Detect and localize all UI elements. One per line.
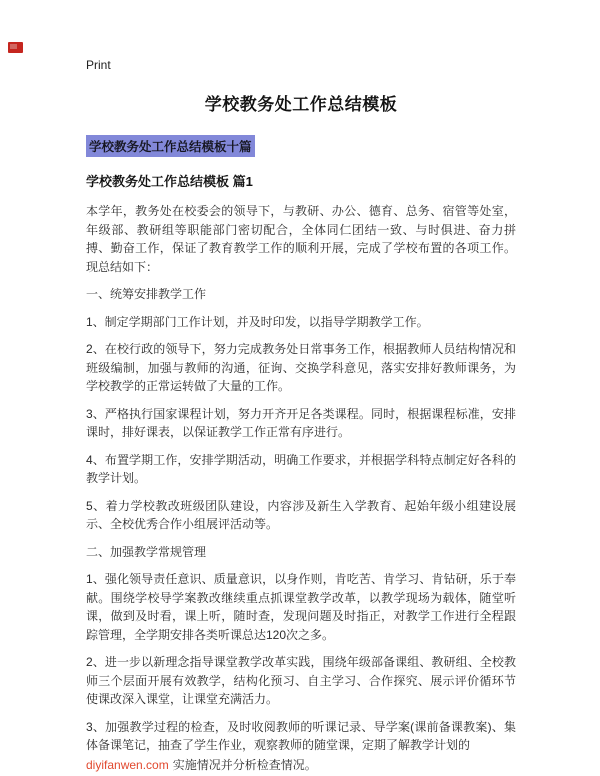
paragraph-heading: 二、加强教学常规管理 (86, 544, 207, 559)
paragraph: 3、严格执行国家课程计划，努力开齐开足各类课程。同时，根据课程标准，安排课时，排好课表，以保证教学工作正常有序进行。 (86, 406, 516, 439)
paragraph: 1、制定学期部门工作计划，并及时印发，以指导学期教学工作。 (86, 314, 429, 329)
paragraph: 4、布置学期工作，安排学期活动，明确工作要求，并根据学科特点制定好各科的教学计划。 (86, 452, 516, 485)
paragraph: 本学年，教务处在校委会的领导下，与教研、办公、德育、总务、宿管等处室，年级部、教研组等职能部门密切配合，全体同仁团结一致、与时俱进、奋力拼搏、勤奋工作，保证了教育教学工作的顺利开展，完成了学校布置的各项工作。现总结如下： (86, 204, 516, 274)
page-title: 学校教务处工作总结模板 (204, 95, 398, 114)
highlighted-subtitle: 学校教务处工作总结模板十篇 (86, 135, 255, 157)
paragraph: 2、进一步以新理念指导课堂教学改革实践，围绕年级部备课组、教研组、全校教师三个层面开展有效教学，结构化预习、自主学习、合作探究、展示评价循环节使课改深入课堂，让课堂充满活力。 (86, 655, 516, 706)
last-line (86, 756, 516, 775)
watermark-link[interactable]: diyifanwen.com (86, 757, 169, 772)
paragraph: 5、着力学校教改班级团队建设，内容涉及新生入学教育、起始年级小组建设展示、全校优秀合作小组展评活动等。 (86, 498, 516, 531)
paragraph: 2、在校行政的领导下，努力完成教务处日常事务工作，根据教师人员结构情况和班级编制，加强与教师的沟通，征询、交换学科意见，落实安排好教师课务，为学校教学的正常运转做了大量的工作。 (86, 342, 516, 393)
paragraph: 1、强化领导责任意识、质量意识，以身作则，肯吃苦、肯学习、肯钻研，乐于奉献。围绕学校导学案教改继续重点抓课堂教学改革，以教学现场为载体，随堂听课，做到及时看，课上听，随时查，发现问题及时指正，对教学工作进行全程跟踪管理，全学期安排各类听课总达120次之多。 (86, 572, 516, 642)
paragraph-heading: 一、统筹安排教学工作 (86, 287, 207, 301)
section-heading: 学校教务处工作总结模板 篇1 (86, 174, 253, 189)
document-content (86, 58, 516, 774)
print-button[interactable]: Print (86, 58, 111, 72)
last-line-text: 实施情况并分析检查情况。 (172, 757, 317, 772)
logo-icon (8, 42, 23, 53)
paragraph: 3、加强教学过程的检查，及时收阅教师的听课记录、导学案(课前备课教案)、集体备课笔记，抽查了学生作业，观察教师的随堂课，定期了解教学计划的 (86, 719, 516, 752)
